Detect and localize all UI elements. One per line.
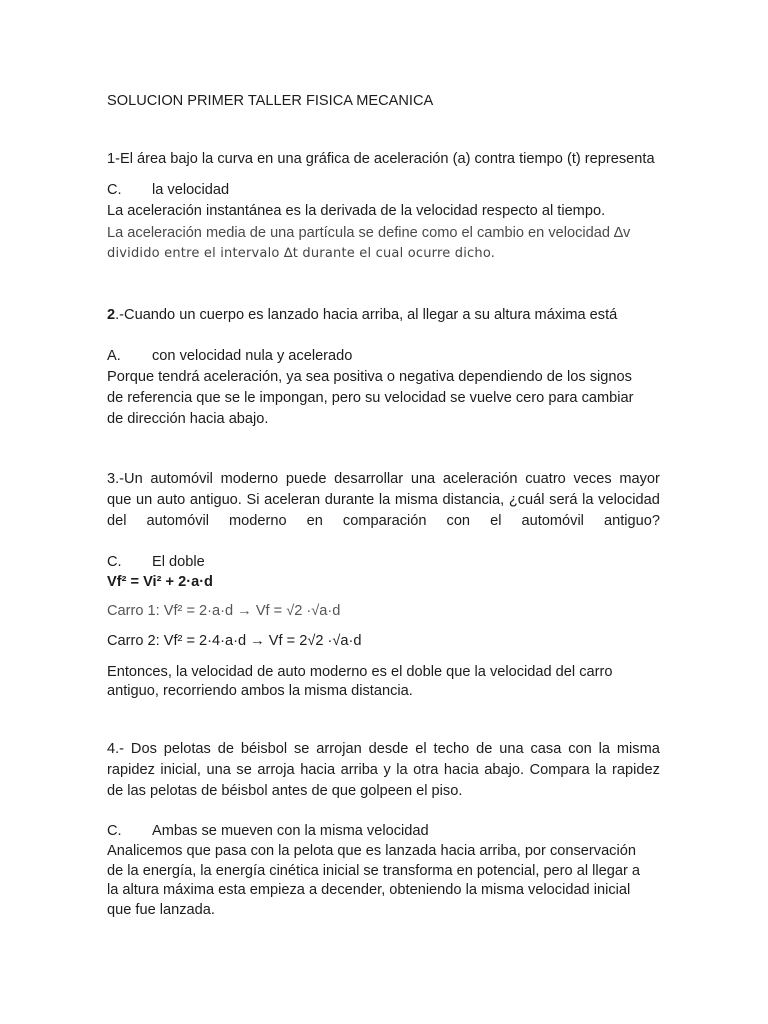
q3-question-line bbox=[107, 490, 660, 510]
word: automóvil bbox=[150, 471, 213, 487]
word: la bbox=[598, 741, 610, 757]
word: una bbox=[206, 762, 231, 778]
q3-answer-letter: C. bbox=[107, 554, 122, 570]
word: una bbox=[410, 471, 436, 487]
q2-explanation-line: de dirección hacia abajo. bbox=[107, 411, 269, 427]
word: cuatro bbox=[525, 471, 566, 487]
word: puede bbox=[285, 471, 327, 487]
q4-answer-letter: C. bbox=[107, 823, 122, 839]
q1-answer-letter: C. bbox=[107, 182, 122, 198]
q3-carro1: Carro 1: Vf² = 2·a·d → Vf = √2 ·√a·d bbox=[107, 603, 341, 619]
q3-question-line bbox=[107, 469, 660, 489]
word: 4.- bbox=[107, 741, 125, 757]
word: 3.-Un bbox=[107, 471, 143, 487]
word: antiguo? bbox=[603, 513, 660, 529]
word: misma bbox=[394, 492, 438, 508]
word: béisbol bbox=[240, 741, 288, 757]
q2-explanation-line: de referencia que se le impongan, pero su velocidad se vuelve cero para cambiar bbox=[107, 390, 634, 406]
word: hacia bbox=[300, 762, 336, 778]
word: moderno bbox=[220, 471, 279, 487]
q1-answer-text: la velocidad bbox=[152, 182, 230, 198]
word: la bbox=[396, 762, 408, 778]
word: mayor bbox=[619, 471, 660, 487]
word: Dos bbox=[130, 741, 157, 757]
word: antiguo. bbox=[189, 492, 242, 508]
q4-question-line bbox=[107, 739, 660, 759]
q4-explanation-line: Analicemos que pasa con la pelota que es lanzada hacia arriba, por conservación bbox=[107, 843, 636, 859]
word: techo bbox=[433, 741, 470, 757]
word: abajo. bbox=[484, 762, 525, 778]
word: pelotas bbox=[163, 741, 211, 757]
q2-answer-letter: A. bbox=[107, 348, 121, 364]
word: hacia bbox=[443, 762, 479, 778]
word: del bbox=[107, 513, 127, 529]
word: una bbox=[499, 741, 524, 757]
q3-question-line bbox=[107, 511, 660, 531]
document-title: SOLUCION PRIMER TALLER FISICA MECANICA bbox=[107, 93, 434, 109]
q3-carro2: Carro 2: Vf² = 2·4·a·d → Vf = 2√2 ·√a·d bbox=[107, 633, 362, 649]
word: aceleran bbox=[264, 492, 321, 508]
word: Compara bbox=[529, 762, 590, 778]
q2-question bbox=[107, 305, 617, 325]
q2-answer-text: con velocidad nula y acelerado bbox=[152, 348, 353, 364]
word: se bbox=[293, 741, 310, 757]
q3-answer bbox=[107, 552, 205, 572]
q4-explanation-line: de la energía, la energía cinética inicial se transforma en potencial, pero al llegar a bbox=[107, 863, 640, 879]
word: durante bbox=[324, 492, 375, 508]
q1-explanation-line: La aceleración media de una partícula se define como el cambio en velocidad ∆v bbox=[107, 225, 631, 241]
word: rapidez bbox=[107, 762, 155, 778]
q4-answer bbox=[107, 821, 429, 841]
word: velocidad bbox=[598, 492, 660, 508]
word: un bbox=[136, 492, 153, 508]
word: casa bbox=[530, 741, 562, 757]
word: con bbox=[446, 513, 471, 529]
q4-answer-text: Ambas se mueven con la misma velocidad bbox=[152, 823, 429, 839]
word: el bbox=[490, 513, 502, 529]
word: y bbox=[383, 762, 391, 778]
q3-explanation-line: antiguo, recorriendo ambos la misma distancia. bbox=[107, 683, 413, 699]
word: veces bbox=[573, 471, 612, 487]
q4-question-line bbox=[107, 760, 660, 780]
word: con bbox=[568, 741, 592, 757]
q1-explanation-line: dividido entre el intervalo ∆t durante el cual ocurre dicho. bbox=[107, 246, 496, 261]
q3-formula: Vf² = Vi² + 2·a·d bbox=[107, 574, 213, 590]
word: que bbox=[107, 492, 132, 508]
word: el bbox=[415, 741, 427, 757]
word: la bbox=[595, 762, 607, 778]
q2-explanation-line: Porque tendrá aceleración, ya sea positiva o negativa dependiendo de los signos bbox=[107, 369, 632, 385]
q4-question-line: de las pelotas de béisbol antes de que golpeen el piso. bbox=[107, 783, 463, 799]
word: de bbox=[217, 741, 234, 757]
q3-answer-text: El doble bbox=[152, 554, 205, 570]
word: de bbox=[476, 741, 493, 757]
word: auto bbox=[156, 492, 186, 508]
q1-answer bbox=[107, 180, 229, 200]
word: automóvil bbox=[521, 513, 584, 529]
word: otra bbox=[413, 762, 439, 778]
word: desarrollar bbox=[334, 471, 404, 487]
word: arriba bbox=[340, 762, 378, 778]
word: inicial, bbox=[160, 762, 201, 778]
word: aceleración bbox=[442, 471, 518, 487]
word: ¿cuál bbox=[508, 492, 545, 508]
word: desde bbox=[368, 741, 409, 757]
word: será bbox=[549, 492, 578, 508]
word: Si bbox=[246, 492, 260, 508]
word: rapidez bbox=[612, 762, 660, 778]
word: arroja bbox=[257, 762, 295, 778]
word: la bbox=[582, 492, 594, 508]
q3-explanation-line: Entonces, la velocidad de auto moderno es el doble que la velocidad del carro bbox=[107, 664, 613, 680]
word: misma bbox=[616, 741, 660, 757]
word: en bbox=[306, 513, 323, 529]
q1-question: 1-El área bajo la curva en una gráfica de aceleración (a) contra tiempo (t) representa bbox=[107, 151, 655, 167]
q4-explanation-line: la altura máxima esta empieza a decender, obteniendo la misma velocidad inicial bbox=[107, 882, 631, 898]
word: moderno bbox=[229, 513, 287, 529]
q2-question-text: .-Cuando un cuerpo es lanzado hacia arriba, al llegar a su altura máxima está bbox=[115, 307, 618, 323]
word: se bbox=[236, 762, 252, 778]
word: automóvil bbox=[146, 513, 209, 529]
q4-explanation-line: que fue lanzada. bbox=[107, 902, 215, 918]
word: distancia, bbox=[442, 492, 505, 508]
word: comparación bbox=[342, 513, 427, 529]
word: arrojan bbox=[316, 741, 362, 757]
q1-explanation-line: La aceleración instantánea es la derivada de la velocidad respecto al tiempo. bbox=[107, 203, 606, 219]
q2-number: 2 bbox=[107, 307, 116, 323]
word: la bbox=[378, 492, 391, 508]
q2-answer bbox=[107, 346, 352, 366]
